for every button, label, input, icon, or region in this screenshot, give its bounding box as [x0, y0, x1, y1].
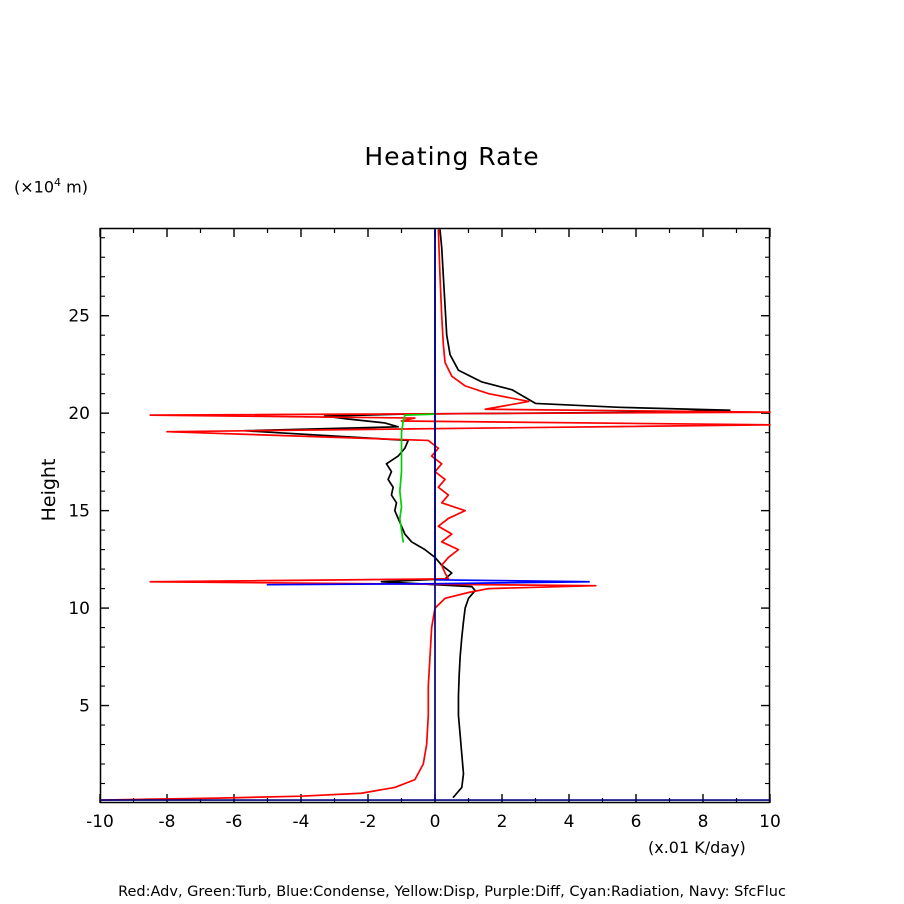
svg-text:25: 25	[68, 306, 90, 327]
plot-area	[68, 228, 781, 832]
svg-text:-4: -4	[292, 812, 310, 832]
svg-text:10: 10	[68, 599, 90, 620]
svg-text:5: 5	[79, 696, 90, 717]
chart-title: Heating Rate	[364, 142, 540, 171]
svg-text:20: 20	[68, 404, 90, 425]
x-axis-label: (x.01 K/day)	[648, 838, 746, 857]
svg-text:4: 4	[563, 812, 575, 832]
series-total	[244, 230, 730, 797]
y-axis-label: Height	[38, 458, 60, 522]
plot-svg	[68, 228, 781, 832]
series-turb	[400, 414, 435, 542]
svg-text:-8: -8	[158, 812, 176, 832]
legend: Red:Adv, Green:Turb, Blue:Condense, Yellow:Disp, Purple:Diff, Cyan:Radiation, Navy: SfcFluc	[118, 884, 786, 900]
svg-text:-6: -6	[225, 812, 243, 832]
svg-text:0: 0	[429, 812, 441, 832]
svg-text:2: 2	[496, 812, 508, 832]
svg-text:-2: -2	[359, 812, 377, 832]
y-axis-unit-label: ($\times 10^4$ m)	[14, 176, 88, 197]
series-condense	[268, 230, 590, 585]
svg-text:6: 6	[630, 812, 642, 832]
svg-text:-10: -10	[86, 812, 114, 832]
svg-text:10: 10	[759, 812, 781, 832]
svg-text:8: 8	[697, 812, 709, 832]
svg-text:15: 15	[68, 501, 90, 522]
